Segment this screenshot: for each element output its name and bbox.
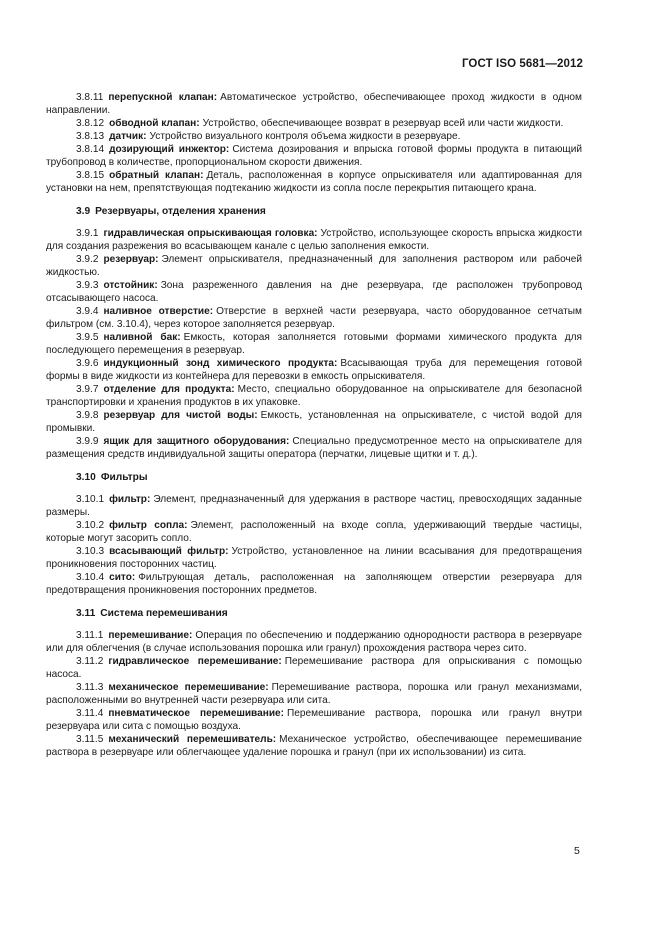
entry-number: 3.10.2 bbox=[76, 520, 105, 531]
entry-term: фильтр: bbox=[109, 494, 151, 505]
definition-entry bbox=[46, 383, 582, 409]
section-title: Система перемешивания bbox=[100, 608, 228, 619]
definition-entry bbox=[46, 681, 582, 707]
entry-term: перемешивание: bbox=[108, 630, 193, 641]
entry-number: 3.10.1 bbox=[76, 494, 105, 505]
entry-number: 3.8.13 bbox=[76, 131, 105, 142]
definition-entry bbox=[46, 169, 582, 195]
entry-number: 3.8.15 bbox=[76, 170, 105, 181]
entry-number: 3.11.1 bbox=[76, 630, 104, 641]
entry-term: отделение для продукта: bbox=[103, 384, 235, 395]
entry-number: 3.11.4 bbox=[76, 708, 104, 719]
entry-definition: Перемешивание раствора, порошка или гранул внутри резервуара или сита с помощью воздуха. bbox=[46, 708, 583, 732]
section-heading-3-10 bbox=[76, 471, 582, 484]
definition-entry bbox=[46, 733, 582, 759]
entry-term: отстойник: bbox=[103, 280, 158, 291]
entry-number: 3.9.6 bbox=[76, 358, 99, 369]
entry-term: перепускной клапан: bbox=[108, 92, 218, 103]
entry-definition: Устройство, использующее скорость впрыска жидкости для создания разрежения во всасывающем канале с целью заполнения емкости. bbox=[46, 228, 582, 252]
entry-definition: Автоматическое устройство, обеспечивающее проход жидкости в одном направлении. bbox=[46, 92, 582, 116]
entry-definition: Элемент, расположенный на входе сопла, удерживающий твердые частицы, которые могут засорить сопло. bbox=[46, 520, 582, 544]
definition-entry bbox=[46, 571, 582, 597]
definitions-block-3-11 bbox=[46, 629, 582, 759]
section-title: Резервуары, отделения хранения bbox=[95, 206, 266, 217]
entry-definition: Элемент, предназначенный для удержания в растворе частиц, превосходящих заданные размеры. bbox=[46, 494, 582, 518]
entry-number: 3.9.9 bbox=[76, 436, 99, 447]
entry-definition: Специально предусмотренное место на опрыскивателе для размещения средств индивидуальной защиты оператора (перчатки, лицевые щитки и т. д.). bbox=[46, 436, 582, 460]
entry-definition: Операция по обеспечению и поддержанию однородности раствора в резервуаре или для облегчения (в случае использования порошка или гранул) прохождения раствора через сито. bbox=[46, 630, 582, 654]
definition-entry bbox=[46, 519, 582, 545]
section-heading-3-11 bbox=[76, 607, 582, 620]
entry-term: ящик для защитного оборудования: bbox=[103, 436, 290, 447]
entry-number: 3.10.3 bbox=[76, 546, 105, 557]
definition-entry bbox=[46, 409, 582, 435]
entry-definition: Фильтрующая деталь, расположенная на заполняющем отверстии резервуара для предотвращения проникновения посторонних предметов. bbox=[46, 572, 582, 596]
entry-term: обводной клапан: bbox=[109, 118, 200, 129]
entry-term: наливной бак: bbox=[103, 332, 181, 343]
definition-entry bbox=[46, 305, 582, 331]
entry-number: 3.9.7 bbox=[76, 384, 99, 395]
entry-definition: Емкость, установленная на опрыскивателе, с чистой водой для промывки. bbox=[46, 410, 582, 434]
entry-definition: Зона разреженного давления на дне резервуара, где расположен трубопровод отсасывающего насоса. bbox=[46, 280, 582, 304]
entry-term: гидравлическое перемешивание: bbox=[108, 656, 282, 667]
entry-number: 3.11.3 bbox=[76, 682, 104, 693]
definition-entry bbox=[46, 357, 582, 383]
definition-entry bbox=[46, 143, 582, 169]
entry-definition: Перемешивание раствора, порошка или гранул механизмами, расположенными во внутренней части резервуара или сита. bbox=[46, 682, 582, 706]
entry-definition: Устройство визуального контроля объема жидкости в резервуаре. bbox=[149, 131, 461, 142]
section-heading-3-9 bbox=[76, 205, 582, 218]
section-number: 3.9 bbox=[76, 206, 91, 217]
entry-number: 3.9.3 bbox=[76, 280, 99, 291]
definition-entry bbox=[46, 655, 582, 681]
entry-definition: Устройство, обеспечивающее возврат в резервуар всей или части жидкости. bbox=[202, 118, 564, 129]
entry-term: наливное отверстие: bbox=[103, 306, 214, 317]
definition-entry bbox=[46, 707, 582, 733]
entry-term: фильтр сопла: bbox=[109, 520, 188, 531]
entry-number: 3.9.5 bbox=[76, 332, 99, 343]
entry-number: 3.9.2 bbox=[76, 254, 99, 265]
entry-term: пневматическое перемешивание: bbox=[108, 708, 285, 719]
entry-number: 3.11.2 bbox=[76, 656, 104, 667]
entry-definition: Система дозирования и впрыска готовой формы продукта в питающий трубопровод в количестве, пропорциональном скорости движения. bbox=[46, 144, 583, 168]
definition-entry bbox=[46, 279, 582, 305]
section-number: 3.11 bbox=[76, 608, 96, 619]
entry-term: дозирующий инжектор: bbox=[109, 144, 230, 155]
definition-entry bbox=[46, 227, 582, 253]
entry-term: резервуар для чистой воды: bbox=[103, 410, 258, 421]
page-number: 5 bbox=[574, 845, 580, 857]
entry-term: индукционный зонд химического продукта: bbox=[103, 358, 338, 369]
entry-definition: Место, специально оборудованное на опрыскивателе для безопасной транспортировки и хранения продуктов в их упаковке. bbox=[46, 384, 582, 408]
definition-entry bbox=[46, 253, 582, 279]
entry-number: 3.8.12 bbox=[76, 118, 105, 129]
definition-entry bbox=[46, 331, 582, 357]
entry-term: гидравлическая опрыскивающая головка: bbox=[103, 228, 318, 239]
entry-term: механический перемешиватель: bbox=[108, 734, 277, 745]
entry-definition: Элемент опрыскивателя, предназначенный для заполнения раствором или рабочей жидкостью. bbox=[46, 254, 582, 278]
entry-term: механическое перемешивание: bbox=[108, 682, 269, 693]
definition-entry bbox=[46, 493, 582, 519]
entry-number: 3.9.1 bbox=[76, 228, 99, 239]
entry-definition: Перемешивание раствора для опрыскивания с помощью насоса. bbox=[46, 656, 583, 680]
entry-definition: Емкость, которая заполняется готовыми формами химического продукта для последующего перемещения в резервуар. bbox=[46, 332, 582, 356]
entry-term: всасывающий фильтр: bbox=[109, 546, 229, 557]
entry-definition: Механическое устройство, обеспечивающее перемешивание раствора в резервуаре или облегчающее удаление порошка и гранул (при их использовании) из сита. bbox=[46, 734, 582, 758]
definitions-block-3-9 bbox=[46, 227, 582, 461]
entry-definition: Устройство, установленное на линии всасывания для предотвращения проникновения посторонних частиц. bbox=[46, 546, 583, 570]
definition-entry bbox=[46, 435, 582, 461]
entry-term: обратный клапан: bbox=[109, 170, 204, 181]
definition-entry bbox=[46, 545, 582, 571]
entry-term: сито: bbox=[109, 572, 136, 583]
section-title: Фильтры bbox=[100, 472, 148, 483]
entry-term: резервуар: bbox=[103, 254, 159, 265]
entry-number: 3.9.8 bbox=[76, 410, 99, 421]
entry-term: датчик: bbox=[109, 131, 147, 142]
entry-number: 3.9.4 bbox=[76, 306, 99, 317]
definition-entry bbox=[46, 91, 582, 117]
definition-entry bbox=[46, 117, 582, 130]
definitions-block-3-8 bbox=[46, 91, 582, 195]
section-number: 3.10 bbox=[76, 472, 96, 483]
definitions-block-3-10 bbox=[46, 493, 582, 597]
document-body bbox=[46, 91, 582, 759]
entry-definition: Отверстие в верхней части резервуара, часто оборудованное сетчатым фильтром (см. 3.10.4), через которое заполняется резервуар. bbox=[46, 306, 582, 330]
entry-number: 3.11.5 bbox=[76, 734, 104, 745]
definition-entry bbox=[46, 629, 582, 655]
entry-definition: Деталь, расположенная в корпусе опрыскивателя или адаптированная для установки на нем, препятствующая подтеканию жидкости из сопла после перекрытия питающего крана. bbox=[46, 170, 583, 194]
entry-number: 3.8.11 bbox=[76, 92, 104, 103]
document-header: ГОСТ ISO 5681—2012 bbox=[461, 58, 583, 70]
definition-entry bbox=[46, 130, 582, 143]
entry-definition: Всасывающая труба для перемещения готовой формы в виде жидкости из контейнера для перевозки в емкость опрыскивателя. bbox=[46, 358, 582, 382]
entry-number: 3.10.4 bbox=[76, 572, 105, 583]
entry-number: 3.8.14 bbox=[76, 144, 105, 155]
